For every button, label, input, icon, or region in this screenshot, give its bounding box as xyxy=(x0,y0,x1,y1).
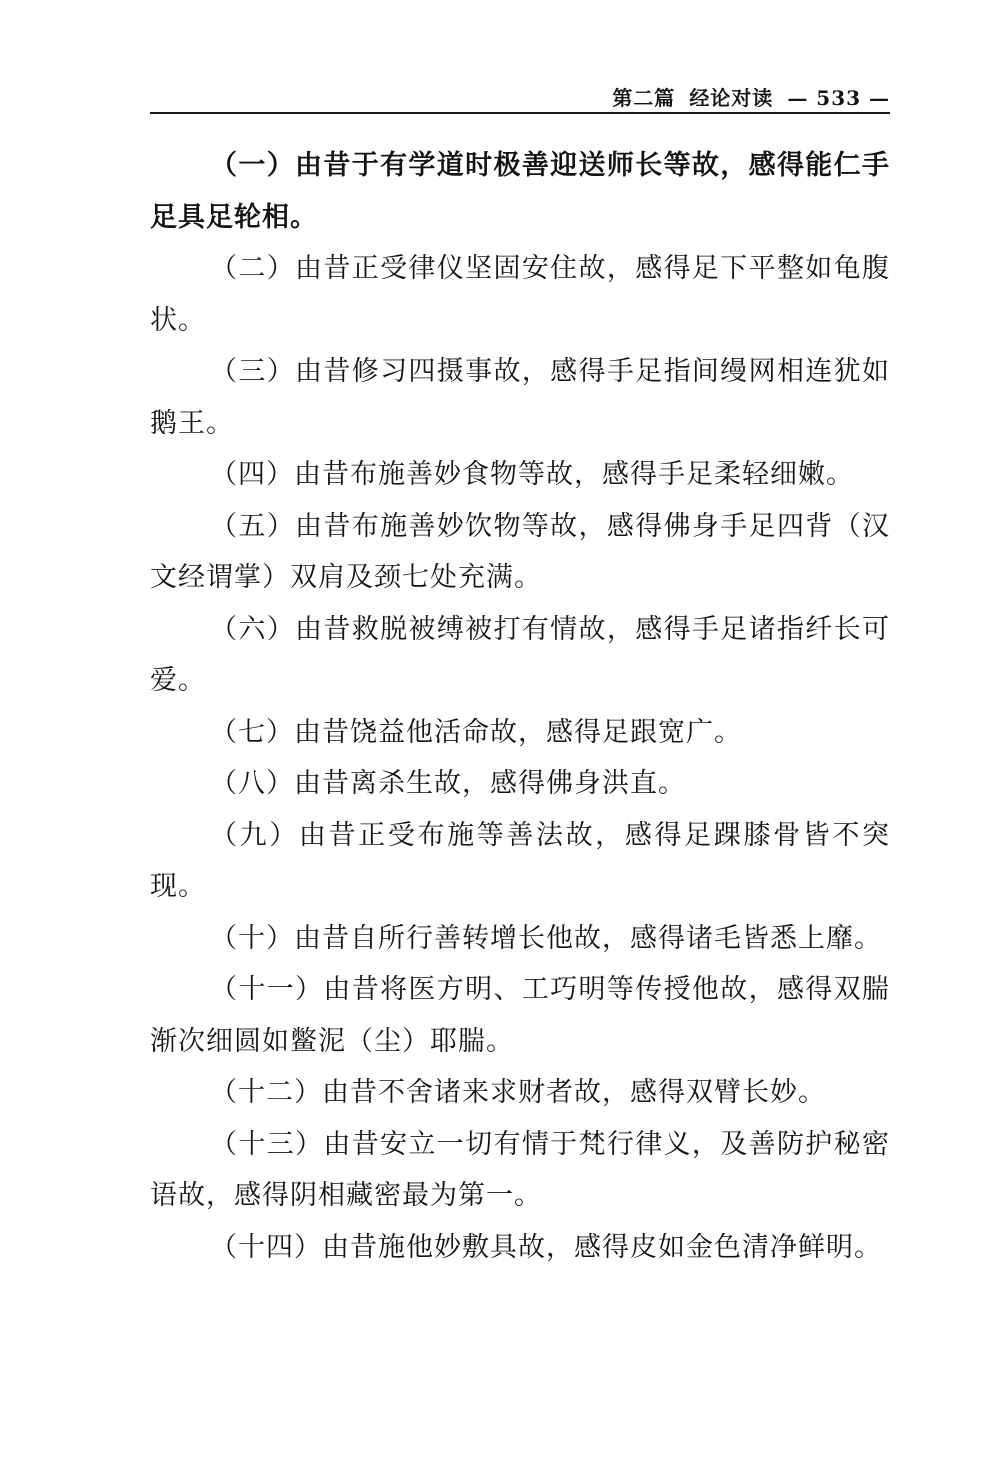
page-body xyxy=(150,140,890,1273)
header-section: 第二篇 xyxy=(612,86,676,110)
paragraph-12: （十二）由昔不舍诸来求财者故，感得双臂长妙。 xyxy=(210,1077,826,1108)
running-header xyxy=(150,80,890,114)
page-number: — 533 — xyxy=(787,86,890,110)
paragraph-1: （一）由昔于有学道时极善迎送师长等故，感得能仁手足具足轮相。 xyxy=(150,150,890,233)
paragraph-4: （四）由昔布施善妙食物等故，感得手足柔轻细嫩。 xyxy=(210,459,854,490)
paragraph-11: （十一）由昔将医方明、工巧明等传授他故，感得双腨渐次细圆如鳖泥（尘）耶腨。 xyxy=(150,974,890,1057)
paragraph-13: （十三）由昔安立一切有情于梵行律义，及善防护秘密语故，感得阴相藏密最为第一。 xyxy=(150,1128,890,1211)
header-title: 经论对读 xyxy=(689,86,774,110)
paragraph-9: （九）由昔正受布施等善法故，感得足踝膝骨皆不突现。 xyxy=(150,819,890,902)
paragraph-3: （三）由昔修习四摄事故，感得手足指间缦网相连犹如鹅王。 xyxy=(150,356,890,439)
paragraph-7: （七）由昔饶益他活命故，感得足跟宽广。 xyxy=(210,716,742,748)
paragraph-8: （八）由昔离杀生故，感得佛身洪直。 xyxy=(210,768,686,799)
paragraph-2: （二）由昔正受律仪坚固安住故，感得足下平整如龟腹状。 xyxy=(150,253,890,336)
header-text xyxy=(612,82,890,111)
paragraph-10: （十）由昔自所行善转增长他故，感得诸毛皆悉上靡。 xyxy=(210,922,882,954)
paragraph-5: （五）由昔布施善妙饮物等故，感得佛身手足四背（汉文经谓掌）双肩及颈七处充满。 xyxy=(150,510,890,593)
paragraph-14: （十四）由昔施他妙敷具故，感得皮如金色清净鲜明。 xyxy=(210,1231,882,1263)
paragraph-6: （六）由昔救脱被缚被打有情故，感得手足诸指纤长可爱。 xyxy=(150,613,890,696)
